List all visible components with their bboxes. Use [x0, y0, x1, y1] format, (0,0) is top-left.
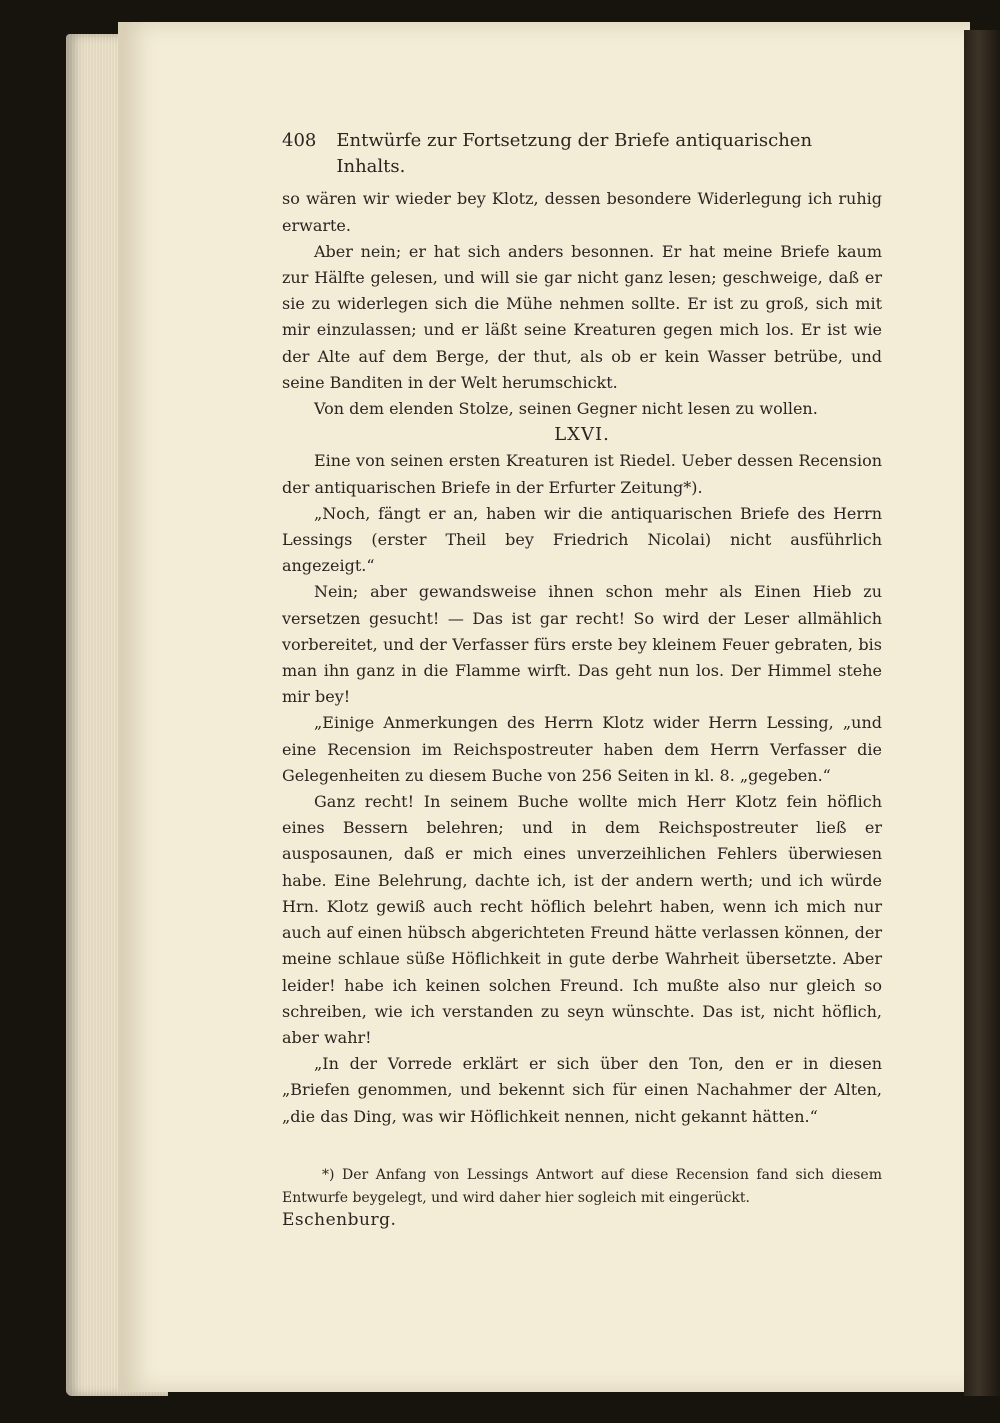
footnote — [282, 1164, 882, 1232]
running-header — [282, 128, 882, 180]
running-title: Entwürfe zur Fortsetzung der Briefe antiquarischen Inhalts. — [336, 130, 813, 178]
paragraph: Eine von seinen ersten Kreaturen ist Riedel. Ueber dessen Recension der antiquarischen Briefe in der Erfurter Zeitung*). — [282, 451, 882, 497]
facing-page-edge — [964, 30, 1000, 1396]
footnote-signature: Eschenburg. — [282, 1210, 397, 1230]
section-heading: LXVI. — [554, 424, 610, 446]
paragraph: Ganz recht! In seinem Buche wollte mich Herr Klotz fein höflich eines Bessern belehren; und in dem Reichspostreuter ließ er ausposaunen, daß er mich eines unverzeihlichen Fehlers überwiesen habe. Eine Belehrung, dachte ich, ist der andern werth; und ich würde Hrn. Klotz gewiß auch recht höflich belehrt haben, wenn ich mich nur auch auf einen hübsch abgerichteten Freund hätte verlassen können, der meine schlaue süße Höflichkeit in gute derbe Wahrheit übersetzte. Aber leider! habe ich keinen solchen Freund. Ich mußte also nur gleich so schreiben, wie ich verstanden zu seyn wünschte. Das ist, nicht höflich, aber wahr! — [282, 792, 882, 1047]
paragraph: „Einige Anmerkungen des Herrn Klotz wider Herrn Lessing, „und eine Recension im Reichspostreuter haben dem Herrn Verfasser die Gelegenheiten zu diesem Buche von 256 Seiten in kl. 8. „gegeben.“ — [282, 713, 882, 785]
footnote-text: *) Der Anfang von Lessings Antwort auf diese Recension fand sich diesem Entwurfe beygelegt, und wird daher hier sogleich mit eingerückt. — [282, 1167, 882, 1206]
page-number: 408 — [282, 130, 317, 151]
page-text — [282, 128, 882, 1130]
paragraph: Nein; aber gewandsweise ihnen schon mehr als Einen Hieb zu versetzen gesucht! — Das ist gar recht! So wird der Leser allmählich vorbereitet, und der Verfasser fürs erste bey kleinem Feuer gebraten, bis man ihn ganz in die Flamme wirft. Das geht nun los. Der Himmel stehe mir bey! — [282, 582, 882, 707]
paragraph: „Noch, fängt er an, haben wir die antiquarischen Briefe des Herrn Lessings (erster Theil bey Friedrich Nicolai) nicht ausführlich angezeigt.“ — [282, 503, 882, 576]
paragraph: so wären wir wieder bey Klotz, dessen besondere Widerlegung ich ruhig erwarte. — [282, 189, 882, 235]
paragraph: Von dem elenden Stolze, seinen Gegner nicht lesen zu wollen. — [314, 399, 818, 419]
paragraph: Aber nein; er hat sich anders besonnen. Er hat meine Briefe kaum zur Hälfte gelesen, und will sie gar nicht ganz lesen; geschweige, daß er sie zu widerlegen sich die Mühe nehmen sollte. Er ist zu groß, sich mit mir einzulassen; und er läßt seine Kreaturen gegen mich los. Er ist wie der Alte auf dem Berge, der thut, als ob er kein Wasser betrübe, und seine Banditen in der Welt herumschickt. — [282, 241, 882, 392]
paragraph: „In der Vorrede erklärt er sich über den Ton, den er in diesen „Briefen genommen, und bekennt sich für einen Nachahmer der Alten, „die das Ding, was wir Höflichkeit nennen, nicht gekannt hätten.“ — [282, 1054, 882, 1126]
